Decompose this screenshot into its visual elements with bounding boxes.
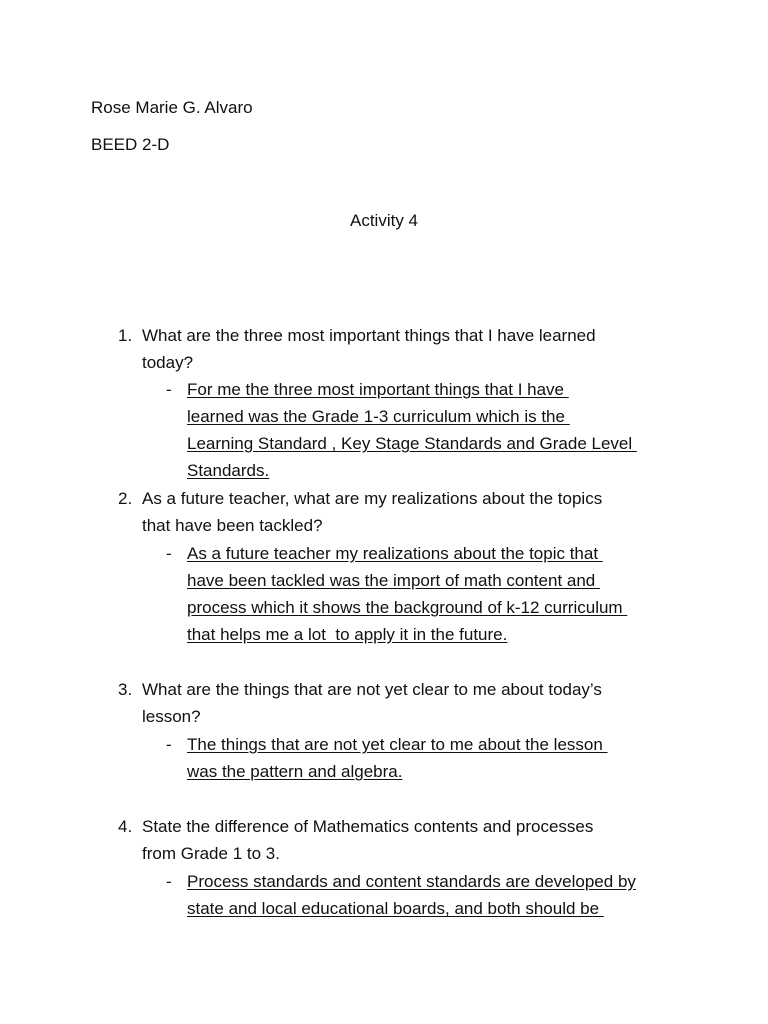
- answer-dash: -: [166, 380, 172, 399]
- question-line: What are the three most important things that I have learned: [142, 326, 596, 345]
- answer-line: Learning Standard , Key Stage Standards and Grade Level: [187, 434, 637, 453]
- answer-dash: -: [166, 872, 172, 891]
- answer-line: For me the three most important things that I have: [187, 380, 569, 399]
- question-number: 4.: [118, 817, 133, 836]
- question-text: [142, 322, 682, 376]
- answer-line: Standards.: [187, 461, 270, 480]
- question-number: 2.: [118, 489, 133, 508]
- question-line: today?: [142, 353, 194, 372]
- answer-dash: -: [166, 735, 172, 754]
- question-text: [142, 676, 682, 730]
- activity-title: Activity 4: [349, 211, 419, 230]
- answer-line: that helps me a lot to apply it in the future.: [187, 625, 508, 644]
- question-text: [142, 813, 682, 867]
- question-line: lesson?: [142, 707, 201, 726]
- question-number: 1.: [118, 326, 133, 345]
- answer-dash: -: [166, 544, 172, 563]
- answer-text: [187, 731, 608, 785]
- answer-line: was the pattern and algebra.: [187, 762, 403, 781]
- answer-text: [187, 868, 636, 922]
- answer-line: state and local educational boards, and both should be: [187, 899, 604, 918]
- answer-line: learned was the Grade 1-3 curriculum which is the: [187, 407, 570, 426]
- question-line: that have been tackled?: [142, 516, 323, 535]
- answer-line: have been tackled was the import of math content and: [187, 571, 600, 590]
- question-line: What are the things that are not yet clear to me about today’s: [142, 680, 602, 699]
- question-line: As a future teacher, what are my realizations about the topics: [142, 489, 603, 508]
- question-text: [142, 485, 682, 539]
- answer-line: process which it shows the background of k-12 curriculum: [187, 598, 628, 617]
- student-section: BEED 2-D: [91, 135, 170, 154]
- question-line: from Grade 1 to 3.: [142, 844, 280, 863]
- question-line: State the difference of Mathematics contents and processes: [142, 817, 594, 836]
- student-name: Rose Marie G. Alvaro: [91, 98, 253, 117]
- answer-line: The things that are not yet clear to me about the lesson: [187, 735, 608, 754]
- answer-line: As a future teacher my realizations about the topic that: [187, 544, 603, 563]
- answer-text: [187, 540, 627, 648]
- answer-text: [187, 376, 637, 484]
- question-number: 3.: [118, 680, 133, 699]
- answer-line: Process standards and content standards are developed by: [187, 872, 636, 891]
